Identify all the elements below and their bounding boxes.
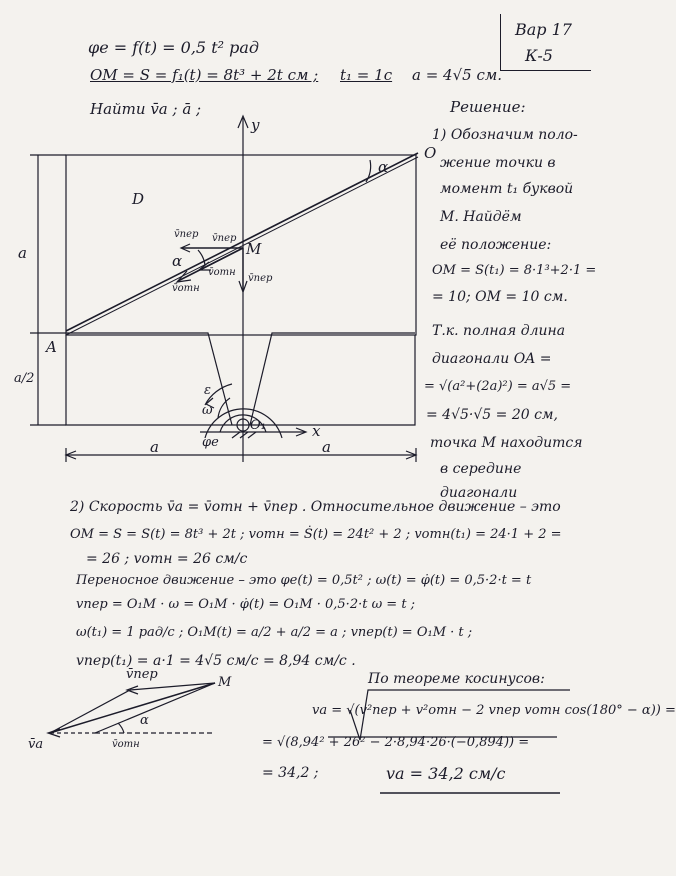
dimension-a-half: a/2	[14, 371, 35, 386]
note-line: = √(a²+(2a)²) = a√5 =	[424, 379, 572, 394]
note-line: M. Найдём	[440, 209, 522, 225]
v-per-top-label: v̄пер	[174, 229, 199, 240]
triangle-v-a-label: v̄a	[28, 737, 44, 752]
solution-line: vпер(t₁) = a·1 = 4√5 см/с = 8,94 см/с .	[76, 653, 356, 669]
cosine-line1: va = √(v²пер + v²отн − 2 vпер vотн cos(180° − α)) =	[312, 703, 676, 718]
dimension-a-left: a	[18, 244, 27, 262]
v-otn-low-label: v̄отн	[172, 283, 200, 294]
triangle-v-per-label: v̄пер	[126, 667, 158, 682]
v-otn-label: v̄отн	[208, 267, 236, 278]
alpha-top-label: α	[378, 158, 389, 176]
note-line: её положение:	[440, 237, 552, 253]
note-line: диагонали	[440, 485, 518, 501]
triangle-alpha-label: α	[140, 713, 149, 728]
cosine-line2: = √(8,94² + 26² − 2·8,94·26·(−0,894)) =	[262, 735, 530, 750]
v-per-down-label: v̄пер	[248, 273, 273, 284]
velocity-result: va = 34,2 см/с	[386, 764, 506, 783]
solution-heading: Решение:	[450, 98, 526, 116]
phi-equation: φe = f(t) = 0,5 t² рад	[88, 38, 260, 57]
cosine-line3: = 34,2 ;	[262, 765, 319, 781]
solution-line: = 26 ; vотн = 26 см/с	[86, 551, 248, 567]
note-line: момент t₁ буквой	[440, 181, 574, 197]
note-line: = 10; OM = 10 см.	[432, 289, 568, 305]
point-o-label: O	[424, 144, 437, 162]
alpha-mid-label: α	[172, 252, 183, 270]
triangle-m-label: M	[218, 675, 232, 690]
solution-line: 2) Скорость v̄a = v̄отн + v̄пер . Относительное движение – это	[70, 499, 561, 515]
y-axis-label: y	[251, 116, 260, 134]
epsilon-label: ε	[204, 383, 211, 398]
solution-line: vпер = O₁M · ω = O₁M · φ̇(t) = O₁M · 0,5·2·t ω = t ;	[76, 597, 416, 612]
note-line: Т.к. полная длина	[432, 323, 566, 339]
task-code: К-5	[525, 46, 553, 65]
dimension-a-bottom-left: a	[150, 438, 159, 456]
dimension-a-bottom-right: a	[322, 438, 331, 456]
phi-label: φe	[202, 435, 219, 450]
note-line: = 4√5·√5 = 20 см,	[426, 407, 558, 423]
note-line: точка M находится	[430, 435, 583, 451]
point-m-label: M	[246, 240, 262, 258]
note-line: 1) Обозначим поло-	[432, 127, 578, 143]
point-a-label: A	[46, 338, 57, 356]
note-line: жение точки в	[440, 155, 556, 171]
x-axis-label: x	[312, 422, 321, 440]
find-line: Найти v̄a ; ā ;	[90, 100, 202, 118]
om-equation: OM = S = f₁(t) = 8t³ + 2t см ;	[90, 66, 319, 84]
omega-label: ω	[202, 403, 213, 418]
note-line: диагонали OA =	[432, 351, 552, 367]
solution-line: ω(t₁) = 1 рад/с ; O₁M(t) = a/2 + a/2 = a ; vпер(t) = O₁M · t ;	[76, 625, 473, 640]
solution-line: Переносное движение – это φe(t) = 0,5t² ; ω(t) = φ̇(t) = 0,5·2·t = t	[76, 573, 532, 588]
t1-value: t₁ = 1с	[340, 66, 393, 84]
v-per-mid-label: v̄пер	[212, 233, 237, 244]
note-line: OM = S(t₁) = 8·1³+2·1 =	[432, 263, 597, 278]
triangle-v-otn-label: v̄отн	[112, 739, 140, 750]
variant-label: Вар 17	[515, 20, 572, 39]
plate-label-d: D	[132, 190, 145, 208]
solution-line: OM = S = S(t) = 8t³ + 2t ; vотн = Ṡ(t) = 24t² + 2 ; vотн(t₁) = 24·1 + 2 =	[70, 527, 562, 542]
cosine-title: По теореме косинусов:	[368, 671, 545, 687]
point-o1-label: O₁	[250, 418, 266, 433]
note-line: в середине	[440, 461, 522, 477]
a-value: a = 4√5 см.	[412, 66, 503, 84]
